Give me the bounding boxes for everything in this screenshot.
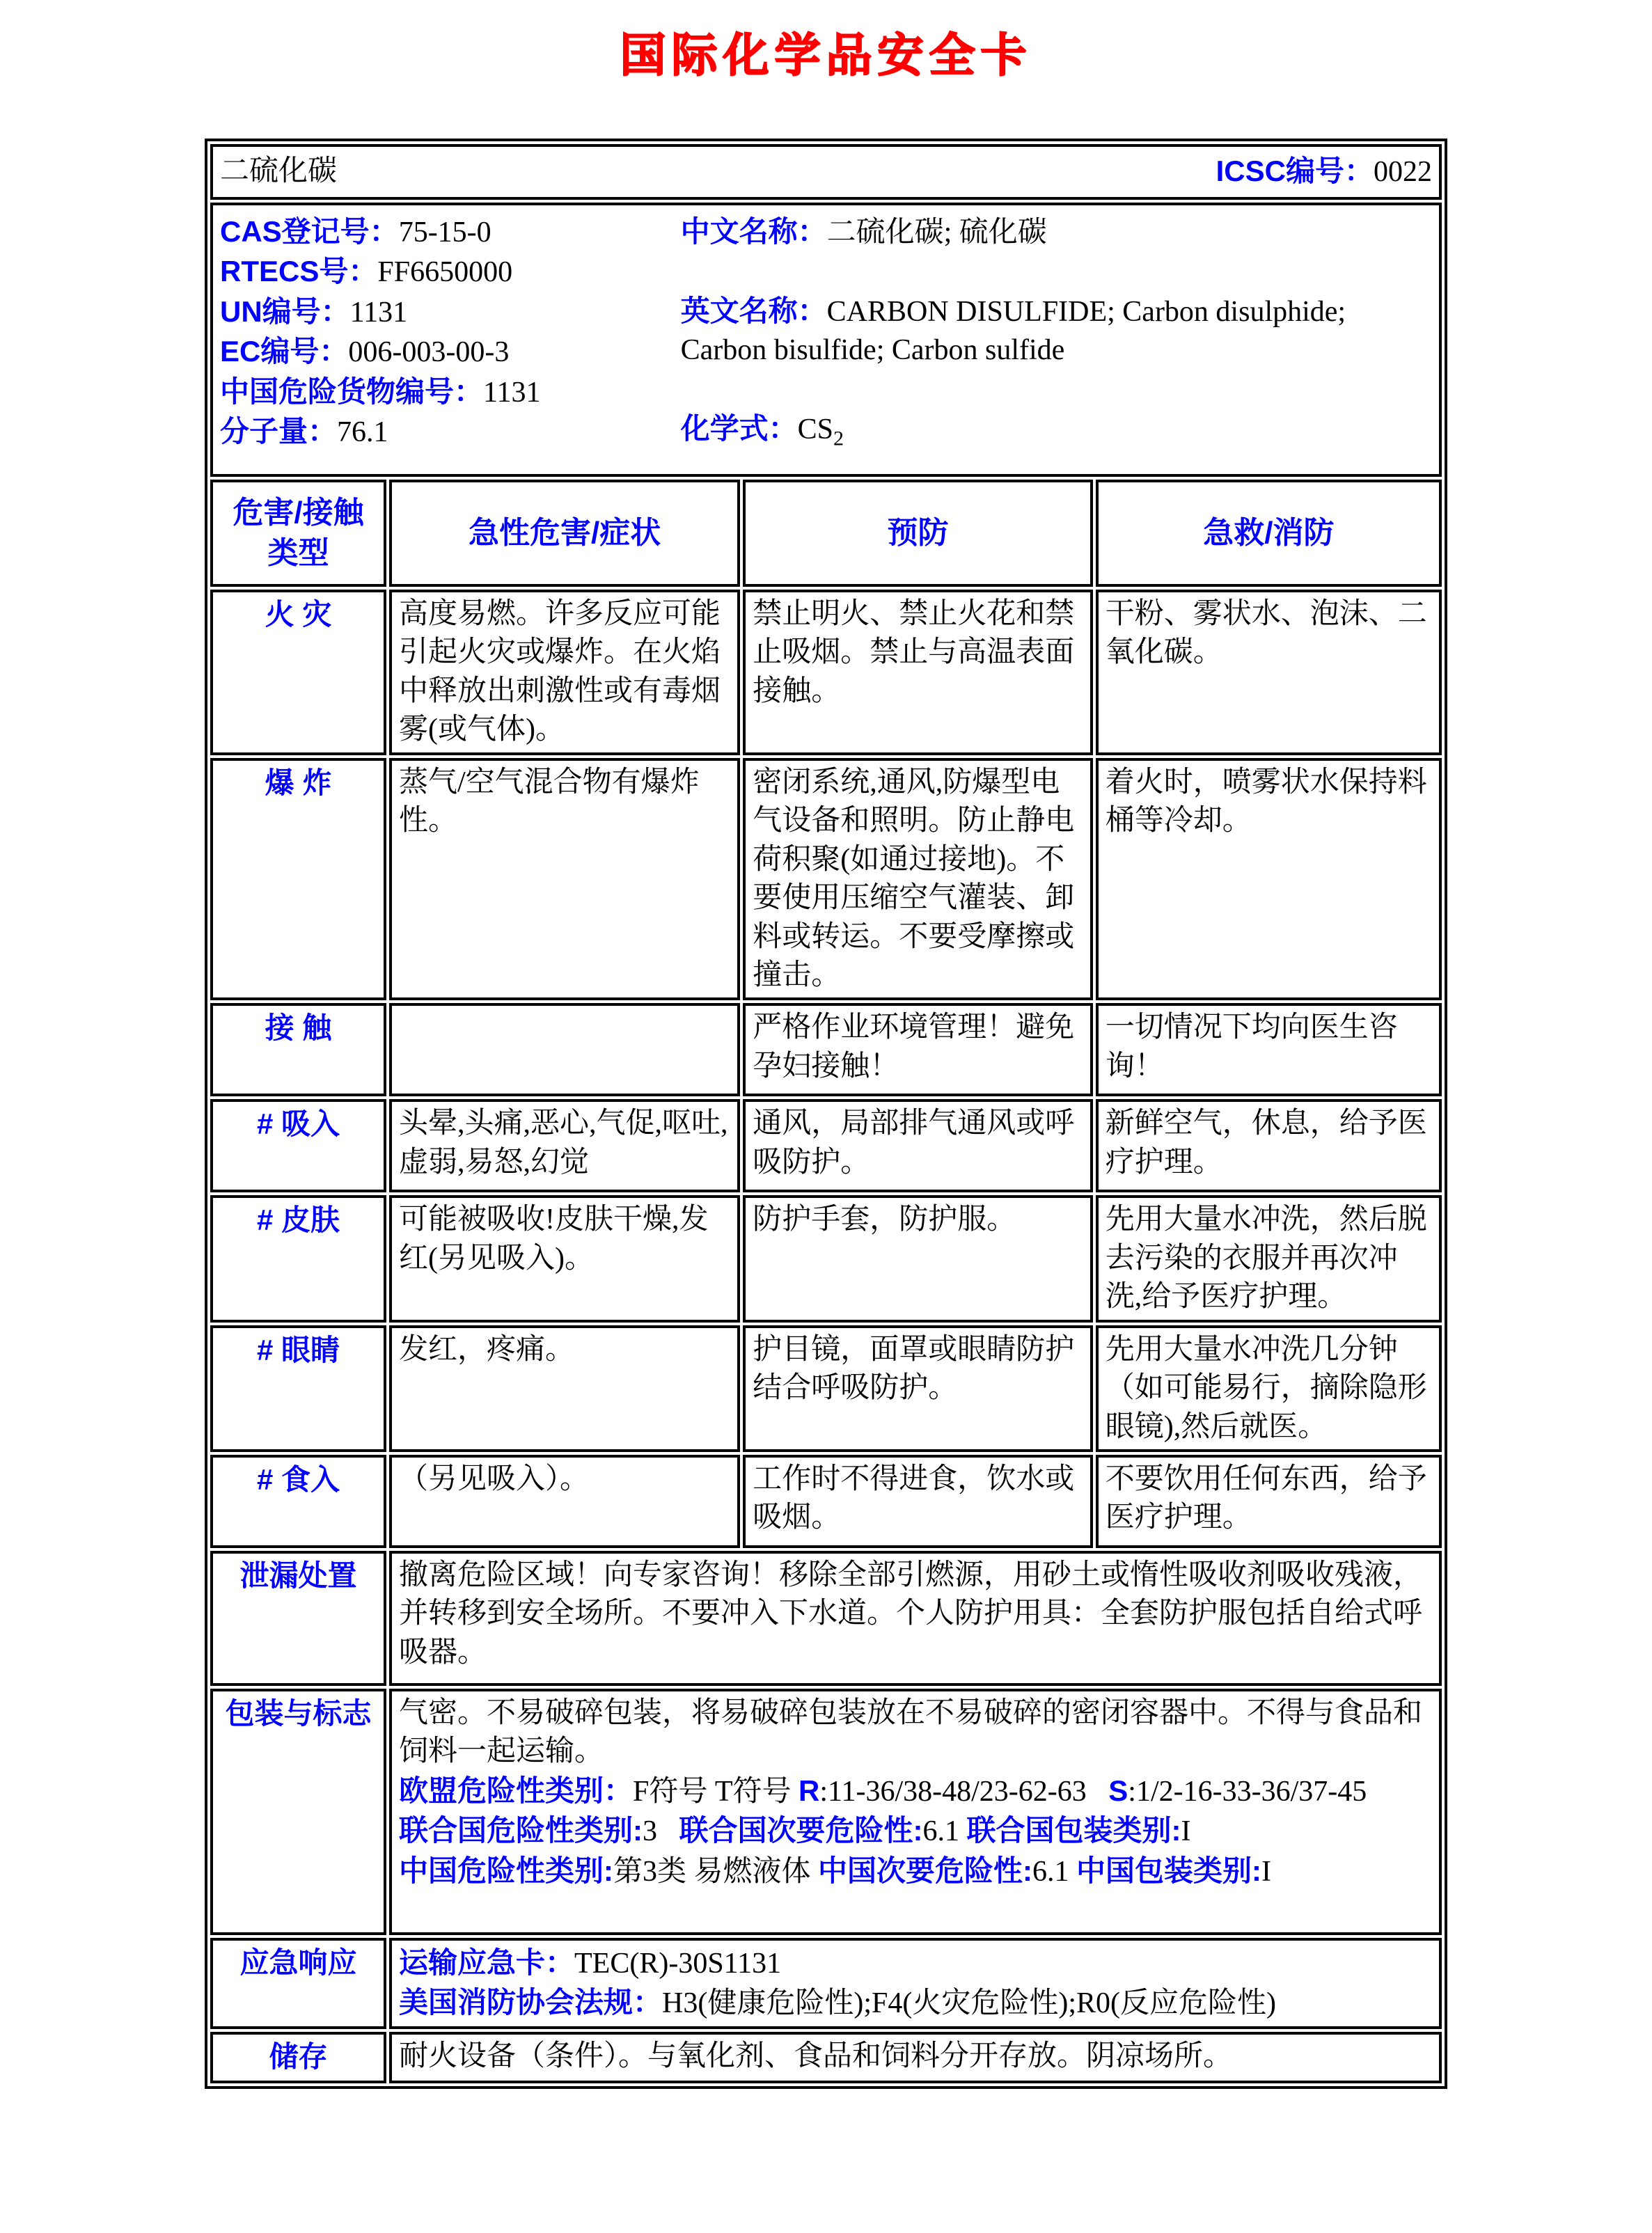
firstaid-cell: 新鲜空气，休息，给予医疗护理。 [1096, 1099, 1442, 1192]
hazard-type-label: # 眼睛 [210, 1325, 386, 1452]
cas-field [220, 212, 681, 252]
firstaid-cell: 先用大量水冲洗几分钟（如可能易行，摘除隐形眼镜),然后就医。 [1096, 1325, 1442, 1452]
china-dg-value: 1131 [483, 376, 541, 409]
hazard-type-label: # 吸入 [210, 1099, 386, 1192]
col-header-prevention: 预防 [743, 480, 1093, 587]
emergency-line-tec: 运输应急卡：TEC(R)-30S1131 [399, 1946, 782, 1980]
header-strip-row [210, 144, 1442, 200]
prevention-cell: 工作时不得进食，饮水或吸烟。 [743, 1455, 1093, 1548]
symptoms-cell: 头晕,头痛,恶心,气促,呕吐,虚弱,易怒,幻觉 [389, 1099, 740, 1192]
table-row-spill [210, 1551, 1442, 1686]
molweight-label: 分子量： [220, 415, 338, 448]
table-row-skin [210, 1195, 1442, 1322]
symptoms-cell [389, 1003, 740, 1096]
ec-field [220, 332, 681, 372]
cas-value: 75-15-0 [398, 216, 491, 248]
firstaid-cell: 着火时，喷雾状水保持料桶等冷却。 [1096, 758, 1442, 1001]
ec-value: 006-003-00-3 [348, 336, 510, 369]
chinese-name-label: 中文名称： [680, 215, 827, 248]
symptoms-cell: （另见吸入）。 [389, 1455, 740, 1548]
icsc-label: ICSC编号： [1216, 155, 1374, 188]
symptoms-cell: 发红，疼痛。 [389, 1325, 740, 1452]
symptoms-cell: 高度易燃。许多反应可能引起火灾或爆炸。在火焰中释放出刺激性或有毒烟雾(或气体)。 [389, 590, 740, 755]
packaging-label: 包装与标志 [210, 1689, 386, 1935]
table-row-eyes [210, 1325, 1442, 1452]
formula-subscript: 2 [833, 427, 844, 450]
spill-text: 撤离危险区域！向专家咨询！移除全部引燃源，用砂土或惰性吸收剂吸收残液，并转移到安全场所。不要冲入下水道。个人防护用具：全套防护服包括自给式呼吸器。 [389, 1551, 1442, 1686]
prevention-cell: 密闭系统,通风,防爆型电气设备和照明。防止静电荷积聚(如通过接地)。不要使用压缩空气灌装、卸料或转运。不要受摩擦或撞击。 [743, 758, 1093, 1001]
hazard-type-label: 爆 炸 [210, 758, 386, 1001]
prevention-cell: 禁止明火、禁止火花和禁止吸烟。禁止与高温表面接触。 [743, 590, 1093, 755]
hazard-type-label: # 食入 [210, 1455, 386, 1548]
packaging-line-china: 中国危险性类别:第3类 易燃液体 中国次要危险性:6.1 中国包装类别:I [399, 1854, 1272, 1888]
english-name-label: 英文名称： [680, 294, 827, 327]
symptoms-cell: 蒸气/空气混合物有爆炸性。 [389, 758, 740, 1001]
emergency-line-nfpa: 美国消防协会法规：H3(健康危险性);F4(火灾危险性);R0(反应危险性) [399, 1986, 1276, 2020]
icsc-number-field [1216, 152, 1432, 191]
hazard-type-label: 火 灾 [210, 590, 386, 755]
hazard-type-label: # 皮肤 [210, 1195, 386, 1322]
identifiers-row [210, 203, 1442, 477]
table-row-inhalation [210, 1099, 1442, 1192]
molweight-field [220, 412, 681, 452]
english-name-value: CARBON DISULFIDE; Carbon disulphide; Carbon bisulfide; Carbon sulfide [680, 295, 1346, 367]
hazard-type-label: 接 触 [210, 1003, 386, 1096]
chinese-name-field [681, 212, 1432, 252]
firstaid-cell: 先用大量水冲洗，然后脱去污染的衣服并再次冲洗,给予医疗护理。 [1096, 1195, 1442, 1322]
chinese-name-value: 二硫化碳; 硫化碳 [826, 216, 1047, 248]
molweight-value: 76.1 [337, 416, 388, 449]
formula-label: 化学式： [680, 411, 798, 445]
names-block [681, 208, 1432, 457]
firstaid-cell: 干粉、雾状水、泡沫、二氧化碳。 [1096, 590, 1442, 755]
packaging-line-eu: 欧盟危险性类别：F符号 T符号 R:11-36/38-48/23-62-63 S:1/2-16-33-36/37-45 [399, 1774, 1367, 1808]
table-row-contact [210, 1003, 1442, 1096]
china-dg-field [220, 372, 681, 412]
table-row-packaging [210, 1689, 1442, 1935]
emergency-content [389, 1938, 1442, 2029]
icsc-card-table [205, 139, 1447, 2089]
table-row-explosion [210, 758, 1442, 1001]
symptoms-cell: 可能被吸收!皮肤干燥,发红(另见吸入)。 [389, 1195, 740, 1322]
prevention-cell: 通风，局部排气通风或呼吸防护。 [743, 1099, 1093, 1192]
identifier-list [220, 208, 681, 457]
un-value: 1131 [349, 296, 408, 329]
col-header-symptoms: 急性危害/症状 [389, 480, 740, 587]
china-dg-label: 中国危险货物编号： [220, 374, 484, 408]
icsc-number: 0022 [1374, 156, 1432, 189]
spill-label: 泄漏处置 [210, 1551, 386, 1686]
col-header-firstaid: 急救/消防 [1096, 480, 1442, 587]
table-row-fire [210, 590, 1442, 755]
column-header-row [210, 480, 1442, 587]
table-row-ingestion [210, 1455, 1442, 1548]
formula-value: $CS_2$ [797, 413, 844, 450]
substance-name: 二硫化碳 [220, 155, 338, 188]
prevention-cell: 防护手套，防护服。 [743, 1195, 1093, 1322]
firstaid-cell: 不要饮用任何东西，给予医疗护理。 [1096, 1455, 1442, 1548]
english-name-field [681, 292, 1432, 370]
col-header-hazard-type: 危害/接触 类型 [210, 480, 386, 587]
packaging-line-un: 联合国危险性类别:3 联合国次要危险性:6.1 联合国包装类别:I [399, 1814, 1191, 1848]
storage-label: 储存 [210, 2032, 386, 2083]
prevention-cell: 护目镜，面罩或眼睛防护结合呼吸防护。 [743, 1325, 1093, 1452]
storage-text: 耐火设备（条件）。与氧化剂、食品和饲料分开存放。阴凉场所。 [389, 2032, 1442, 2083]
cas-label: CAS登记号： [220, 215, 399, 248]
prevention-cell: 严格作业环境管理！避免孕妇接触！ [743, 1003, 1093, 1096]
formula-field [681, 409, 1432, 452]
emergency-label: 应急响应 [210, 1938, 386, 2029]
ec-label: EC编号： [220, 335, 349, 368]
rtecs-value: FF6650000 [377, 256, 513, 289]
page-title: 国际化学品安全卡 [620, 31, 1032, 81]
un-label: UN编号： [220, 294, 350, 328]
packaging-content [389, 1689, 1442, 1935]
table-row-emergency [210, 1938, 1442, 2029]
table-row-storage [210, 2032, 1442, 2083]
firstaid-cell: 一切情况下均向医生咨询！ [1096, 1003, 1442, 1096]
rtecs-field [220, 252, 681, 292]
rtecs-label: RTECS号： [220, 255, 378, 288]
packaging-line-general: 气密。不易破碎包装，将易破碎包装放在不易破碎的密闭容器中。不得与食品和饲料一起运输。 [399, 1697, 1423, 1768]
un-field [220, 292, 681, 332]
